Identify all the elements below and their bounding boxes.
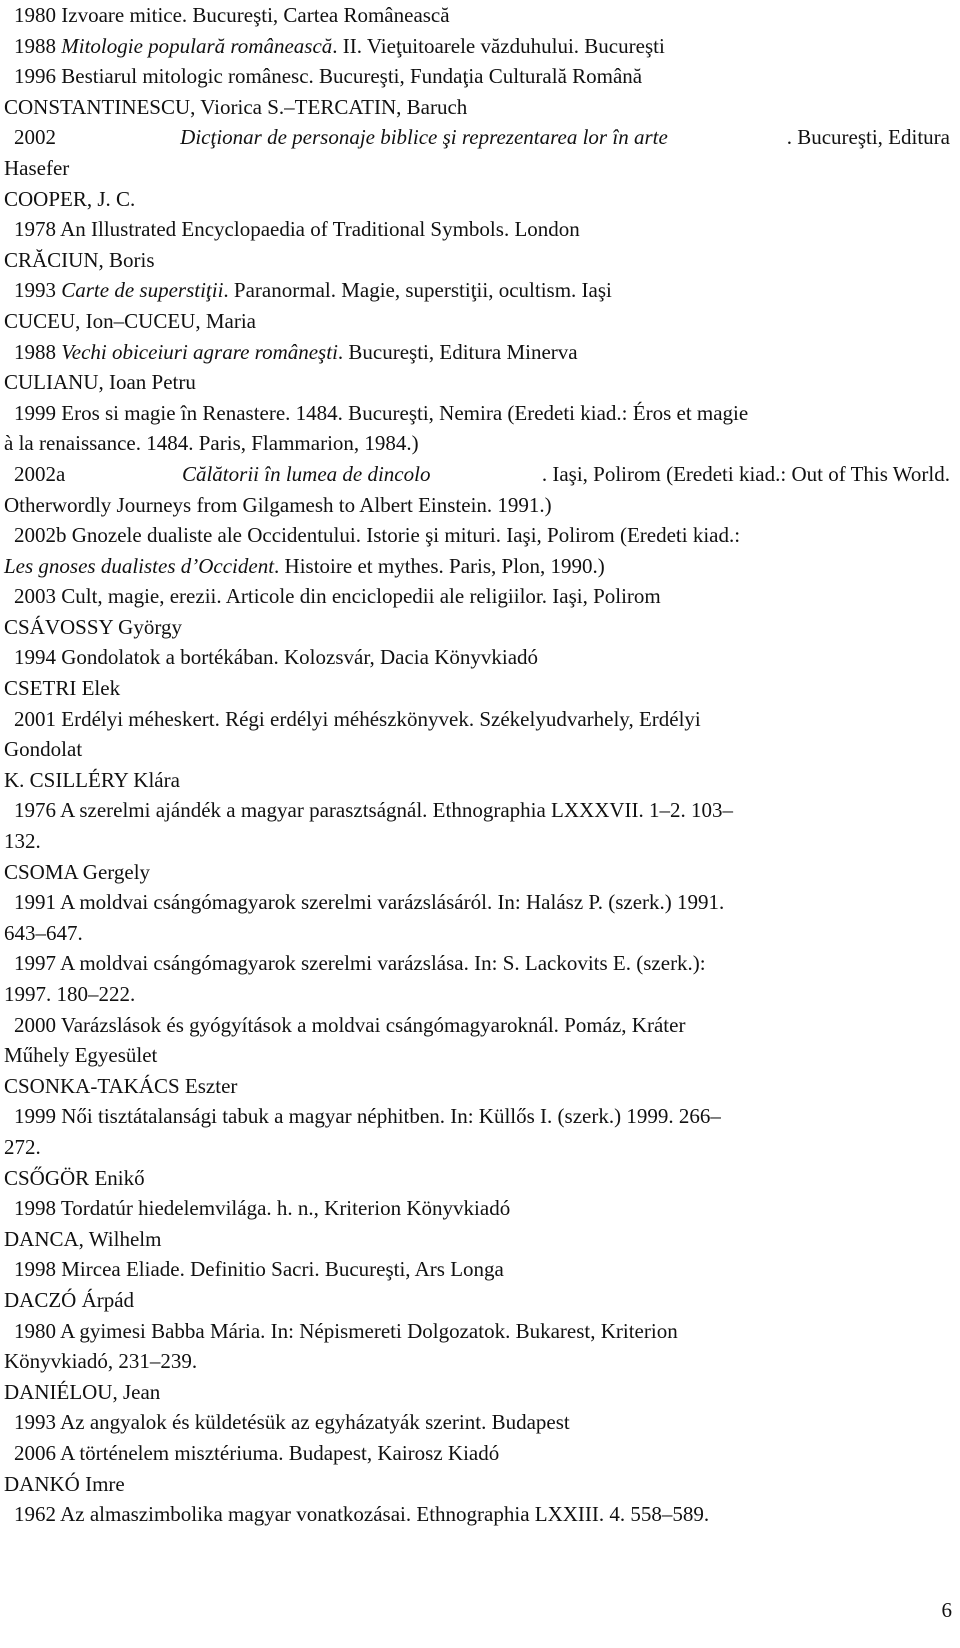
bibliography-entry-line — [4, 1407, 950, 1438]
bibliography-heading-line — [4, 826, 950, 857]
bibliography-list — [4, 0, 950, 1530]
reference-text: 1999 Női tisztátalansági tabuk a magyar néphitben. In: Küllős I. (szerk.) 1999. 266– — [14, 1104, 721, 1129]
bibliography-heading-line — [4, 551, 950, 582]
bibliography-heading-line — [4, 979, 950, 1010]
bibliography-heading-line — [4, 1469, 950, 1500]
bibliography-heading-line — [4, 367, 950, 398]
reference-text: CONSTANTINESCU, Viorica S.–TERCATIN, Baruch — [4, 94, 468, 119]
reference-text: 2000 Varázslások és gyógyítások a moldvai csángómagyaroknál. Pomáz, Kráter — [14, 1012, 686, 1037]
bibliography-page — [4, 0, 950, 1530]
bibliography-entry-line — [4, 795, 950, 826]
bibliography-heading-line — [4, 1132, 950, 1163]
reference-text: . Paranormal. Magie, superstiţii, ocultism. Iaşi — [223, 278, 612, 303]
reference-text: 2002b Gnozele dualiste ale Occidentului. Istorie şi mituri. Iaşi, Polirom (Eredeti kiad.: — [14, 523, 741, 548]
reference-text: 2002 — [14, 125, 62, 150]
bibliography-heading-line — [4, 673, 950, 704]
reference-text: 2001 Erdélyi méheskert. Régi erdélyi méhészkönyvek. Székelyudvarhely, Erdélyi — [14, 706, 701, 731]
reference-text: 2006 A történelem misztériuma. Budapest, Kairosz Kiadó — [14, 1440, 500, 1465]
bibliography-heading-line — [4, 184, 950, 215]
reference-text: . Bucureşti, Editura Minerva — [337, 339, 578, 364]
reference-text: K. CSILLÉRY Klára — [4, 767, 180, 792]
reference-text: CSÁVOSSY György — [4, 614, 182, 639]
reference-text: 1997. 180–222. — [4, 982, 136, 1006]
reference-text: CUCEU, Ion–CUCEU, Maria — [4, 308, 256, 333]
bibliography-heading-line — [4, 1377, 950, 1408]
reference-text: Hasefer — [4, 155, 70, 180]
bibliography-entry-line — [4, 704, 950, 735]
bibliography-entry-line — [4, 887, 950, 918]
reference-text: DANKÓ Imre — [4, 1471, 125, 1496]
bibliography-heading-line — [4, 1224, 950, 1255]
reference-text: CSONKA-TAKÁCS Eszter — [4, 1073, 238, 1098]
bibliography-heading-line — [4, 1071, 950, 1102]
bibliography-heading-line — [4, 1163, 950, 1194]
bibliography-entry-line — [4, 1316, 950, 1347]
bibliography-heading-line — [4, 490, 950, 521]
bibliography-entry-line — [4, 214, 950, 245]
bibliography-entry-line — [4, 1438, 950, 1469]
bibliography-entry-line — [4, 275, 950, 306]
bibliography-heading-line — [4, 612, 950, 643]
reference-text: 1993 Az angyalok és küldetésük az egyházatyák szerint. Budapest — [14, 1410, 570, 1435]
reference-text: 1993 — [14, 278, 62, 303]
reference-text: 2002a — [14, 461, 71, 486]
reference-text: 1998 Mircea Eliade. Definitio Sacri. Bucureşti, Ars Longa — [14, 1257, 504, 1282]
bibliography-heading-line — [4, 306, 950, 337]
bibliography-entry-line — [4, 1499, 950, 1530]
reference-text: CRĂCIUN, Boris — [4, 247, 155, 272]
reference-text: 1998 Tordatúr hiedelemvilága. h. n., Kriterion Könyvkiadó — [14, 1196, 511, 1221]
bibliography-heading-line — [4, 92, 950, 123]
bibliography-entry-line — [4, 31, 950, 62]
bibliography-heading-line — [4, 153, 950, 184]
reference-text: 1980 A gyimesi Babba Mária. In: Népismereti Dolgozatok. Bukarest, Kriterion — [14, 1318, 678, 1343]
reference-text: Műhely Egyesület — [4, 1043, 158, 1068]
reference-text: 1996 Bestiarul mitologic românesc. Bucureşti, Fundaţia Culturală Română — [14, 64, 643, 89]
reference-text: 1988 — [14, 33, 62, 58]
page-number: 6 — [941, 1598, 952, 1622]
bibliography-entry-line — [4, 122, 950, 153]
reference-text: CSETRI Elek — [4, 676, 121, 701]
reference-text: Könyvkiadó, 231–239. — [4, 1349, 198, 1374]
reference-text: CSŐGÖR Enikő — [4, 1165, 145, 1190]
italic-title-text: Dicţionar de personaje biblice şi reprezentarea lor în arte — [180, 125, 668, 150]
reference-text: 132. — [4, 829, 41, 854]
bibliography-heading-line — [4, 857, 950, 888]
reference-text: 1980 Izvoare mitice. Bucureşti, Cartea Românească — [14, 3, 450, 27]
bibliography-heading-line — [4, 1040, 950, 1071]
bibliography-heading-line — [4, 765, 950, 796]
reference-text: 272. — [4, 1134, 41, 1159]
reference-text: 1988 — [14, 339, 62, 364]
reference-text: Otherwordly Journeys from Gilgamesh to Albert Einstein. 1991.) — [4, 492, 552, 517]
reference-text: Gondolat — [4, 737, 83, 762]
reference-text: 1994 Gondolatok a bortékában. Kolozsvár, Dacia Könyvkiadó — [14, 645, 539, 670]
italic-title-text: Mitologie populară românească — [61, 33, 333, 58]
bibliography-heading-line — [4, 918, 950, 949]
reference-text: . Iaşi, Polirom (Eredeti kiad.: Out of This World. — [541, 461, 950, 486]
reference-text: 1978 An Illustrated Encyclopaedia of Traditional Symbols. London — [14, 217, 580, 242]
bibliography-heading-line — [4, 1285, 950, 1316]
bibliography-entry-line — [4, 581, 950, 612]
italic-title-text: Călătorii în lumea de dincolo — [181, 461, 431, 486]
italic-title-text: Les gnoses dualistes d’Occident — [4, 553, 275, 578]
reference-text: DANIÉLOU, Jean — [4, 1379, 161, 1404]
bibliography-heading-line — [4, 245, 950, 276]
reference-text: 1962 Az almaszimbolika magyar vonatkozásai. Ethnographia LXXIII. 4. 558–589. — [14, 1502, 710, 1527]
bibliography-entry-line — [4, 1010, 950, 1041]
reference-text: 643–647. — [4, 920, 83, 945]
reference-text: à la renaissance. 1484. Paris, Flammarion, 1984.) — [4, 431, 419, 456]
bibliography-entry-line — [4, 948, 950, 979]
bibliography-heading-line — [4, 1346, 950, 1377]
bibliography-entry-line — [4, 398, 950, 429]
reference-text: 1999 Eros si magie în Renastere. 1484. Bucureşti, Nemira (Eredeti kiad.: Éros et magie — [14, 400, 749, 425]
reference-text: . Bucureşti, Editura — [786, 125, 950, 150]
bibliography-entry-line — [4, 0, 950, 31]
reference-text: . Histoire et mythes. Paris, Plon, 1990.) — [274, 553, 605, 578]
bibliography-entry-line — [4, 520, 950, 551]
bibliography-entry-line — [4, 61, 950, 92]
bibliography-entry-line — [4, 1254, 950, 1285]
italic-title-text: Carte de superstiţii — [61, 278, 224, 303]
bibliography-entry-line — [4, 642, 950, 673]
reference-text: 2003 Cult, magie, erezii. Articole din enciclopedii ale religiilor. Iaşi, Polirom — [14, 584, 661, 609]
reference-text: 1991 A moldvai csángómagyarok szerelmi varázslásáról. In: Halász P. (szerk.) 1991. — [14, 890, 725, 915]
reference-text: . II. Vieţuitoarele văzduhului. Bucureşti — [332, 33, 665, 58]
reference-text: 1997 A moldvai csángómagyarok szerelmi varázslása. In: S. Lackovits E. (szerk.): — [14, 951, 706, 976]
bibliography-entry-line — [4, 459, 950, 490]
bibliography-entry-line — [4, 1193, 950, 1224]
reference-text: CSOMA Gergely — [4, 859, 151, 884]
reference-text: 1976 A szerelmi ajándék a magyar parasztságnál. Ethnographia LXXXVII. 1–2. 103– — [14, 798, 734, 823]
reference-text: DACZÓ Árpád — [4, 1287, 135, 1312]
bibliography-entry-line — [4, 1101, 950, 1132]
bibliography-heading-line — [4, 428, 950, 459]
reference-text: DANCA, Wilhelm — [4, 1226, 162, 1251]
bibliography-heading-line — [4, 734, 950, 765]
reference-text: CULIANU, Ioan Petru — [4, 370, 196, 395]
bibliography-entry-line — [4, 337, 950, 368]
italic-title-text: Vechi obiceiuri agrare româneşti — [61, 339, 338, 364]
reference-text: COOPER, J. C. — [4, 186, 136, 211]
